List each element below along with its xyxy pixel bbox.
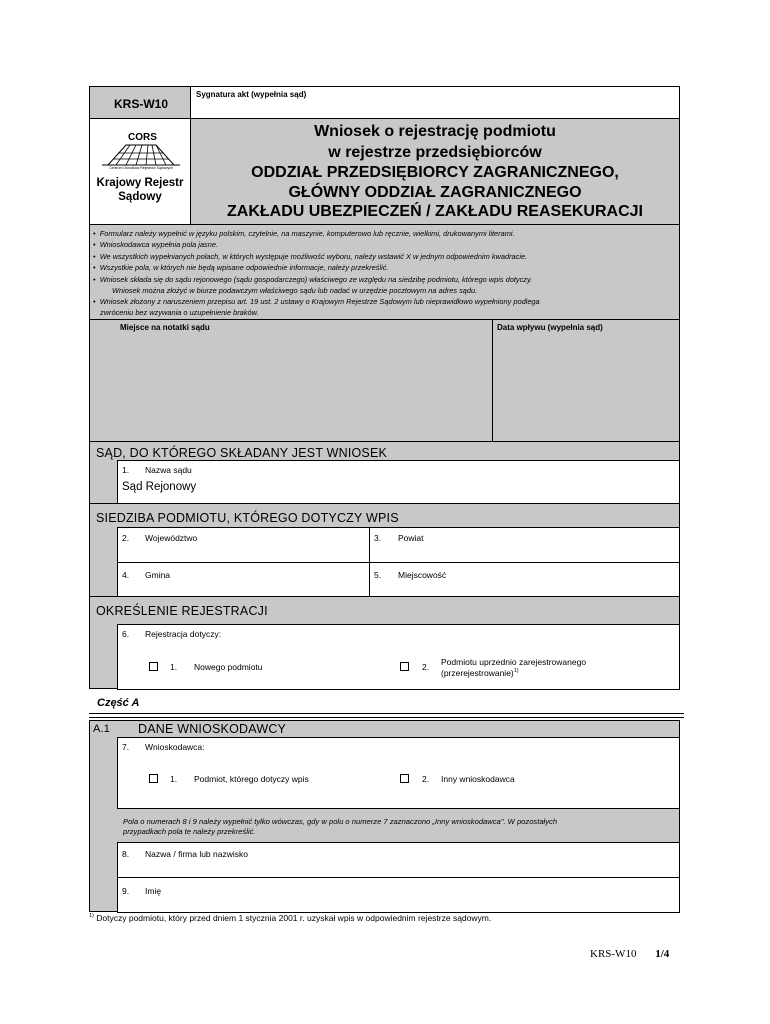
instruction-2: • Wnioskodawca wypełnia pola jasne. <box>93 240 219 249</box>
entity-applicant-label: Podmiot, którego dotyczy wpis <box>194 774 309 784</box>
receipt-date-label: Data wpływu (wypełnia sąd) <box>497 323 603 332</box>
footer-form-code: KRS-W10 <box>590 948 637 960</box>
new-entity-label: Nowego podmiotu <box>194 662 263 672</box>
field-5-label: Miejscowość <box>398 570 447 580</box>
title-line-4: GŁÓWNY ODDZIAŁ ZAGRANICZNEGO <box>288 184 582 201</box>
reregistration-label-1: Podmiotu uprzednio zarejestrowanego <box>441 657 587 667</box>
registration-field <box>117 624 680 690</box>
signature-label: Sygnatura akt (wypełnia sąd) <box>196 90 307 99</box>
field-4-number: 4. <box>122 570 130 580</box>
footer <box>590 948 669 960</box>
field-1-label: Nazwa sądu <box>145 465 192 475</box>
field-6-label: Rejestracja dotyczy: <box>145 629 222 639</box>
field-1-number: 1. <box>122 465 130 475</box>
form-code: KRS-W10 <box>114 97 169 111</box>
new-entity-checkbox[interactable] <box>149 662 158 671</box>
part-a-label: Część A <box>97 697 140 709</box>
field-3-number: 3. <box>374 533 382 543</box>
locality-field[interactable] <box>369 562 680 598</box>
option-2-number: 2. <box>422 662 430 672</box>
applicant-type-field <box>117 737 680 809</box>
applicant-option-1-number: 1. <box>170 774 178 784</box>
fields-8-9-note-1: Pola o numerach 8 i 9 należy wypełnić tylko wówczas, gdy w polu o numerze 7 zaznaczono „Inny wnioskodawca". W pozostałych <box>123 817 558 826</box>
voivodeship-field[interactable] <box>117 527 370 563</box>
signature-field[interactable] <box>190 86 680 119</box>
registration-section <box>89 596 680 689</box>
fields-8-9-note-2: przypadkach pola te należy przekreślić. <box>123 827 256 836</box>
logo-cell <box>89 118 191 225</box>
reregistration-label-2: (przerejestrowanie)$^{1)}$ <box>441 668 519 678</box>
footnote-mark: 1) <box>89 913 94 920</box>
seat-section-heading: SIEDZIBA PODMIOTU, KTÓREGO DOTYCZY WPIS <box>96 511 399 525</box>
logo-small-text: Centrum Ośrodków Rejestrów Sądowych <box>109 166 173 170</box>
instruction-4: • Wszystkie pola, w których nie będą wpisane odpowiednie informacje, należy przekreślić. <box>93 263 389 272</box>
other-applicant-checkbox[interactable] <box>400 774 409 783</box>
title-line-2: w rejestrze przedsiębiorców <box>328 144 542 161</box>
field-6-number: 6. <box>122 629 130 639</box>
instruction-6: Wniosek można złożyć w biurze podawczym właściwego sądu lub nadać w urzędzie pocztowym na adres sądu. <box>112 286 478 295</box>
county-field[interactable] <box>369 527 680 563</box>
field-2-label: Województwo <box>145 533 198 543</box>
field-9-number: 9. <box>122 886 130 896</box>
instruction-8: zwróceniu bez wzywania o uzupełnienie braków. <box>100 308 259 317</box>
instructions-block <box>89 224 680 320</box>
instruction-3: • We wszystkich wypełnianych polach, w których występuje możliwość wyboru, należy wstawić X w jednym odpowiednim kwadracie. <box>93 252 528 261</box>
registry-name-2: Sądowy <box>118 191 162 203</box>
seat-section <box>89 503 680 597</box>
title-line-5: ZAKŁADU UBEZPIECZEŃ / ZAKŁADU REASEKURACJI <box>226 203 643 220</box>
court-notes-area <box>89 319 493 442</box>
field-7-label: Wnioskodawca: <box>145 742 205 752</box>
field-9-label: Imię <box>145 886 162 896</box>
field-2-number: 2. <box>122 533 130 543</box>
court-name-field[interactable] <box>117 460 680 504</box>
court-section-heading: SĄD, DO KTÓREGO SKŁADANY JEST WNIOSEK <box>96 446 388 460</box>
applicant-name-field[interactable] <box>117 842 680 878</box>
form-code-cell <box>89 86 191 119</box>
a1-number: A.1 <box>93 723 111 735</box>
registry-name-1: Krajowy Rejestr <box>96 177 184 189</box>
logo-text: CORS <box>128 132 157 143</box>
court-section <box>89 441 680 504</box>
field-5-number: 5. <box>374 570 382 580</box>
field-8-number: 8. <box>122 849 130 859</box>
part-a-divider <box>89 713 684 714</box>
field-4-label: Gmina <box>145 570 171 580</box>
court-notes-label: Miejsce na notatki sądu <box>120 323 210 332</box>
option-1-number: 1. <box>170 662 178 672</box>
court-name-value: Sąd Rejonowy <box>122 481 197 493</box>
other-applicant-label: Inny wnioskodawca <box>441 774 515 784</box>
applicant-section-heading: DANE WNIOSKODAWCY <box>138 722 287 736</box>
field-8-label: Nazwa / firma lub nazwisko <box>145 849 248 859</box>
receipt-date-area <box>492 319 680 442</box>
municipality-field[interactable] <box>117 562 370 598</box>
title-cell <box>190 118 680 225</box>
entity-applicant-checkbox[interactable] <box>149 774 158 783</box>
footnote-text: Dotyczy podmiotu, który przed dniem 1 stycznia 2001 r. uzyskał wpis w odpowiednim rejestrze sądowym. <box>96 913 492 923</box>
page-number: 1/4 <box>655 948 670 960</box>
applicant-option-2-number: 2. <box>422 774 430 784</box>
field-3-label: Powiat <box>398 533 424 543</box>
applicant-section <box>89 720 680 912</box>
footnote <box>89 913 491 923</box>
title-line-3: ODDZIAŁ PRZEDSIĘBIORCY ZAGRANICZNEGO, <box>251 164 619 181</box>
part-a-divider-2 <box>89 717 684 718</box>
registration-section-heading: OKREŚLENIE REJESTRACJI <box>96 604 268 618</box>
instruction-1: • Formularz należy wypełnić w języku polskim, czytelnie, na maszynie, komputerowo lub ręcznie, wielkimi, drukowanymi literami. <box>93 229 515 238</box>
applicant-first-name-field[interactable] <box>117 877 680 913</box>
instruction-7: • Wniosek złożony z naruszeniem przepisu art. 19 ust. 2 ustawy o Krajowym Rejestrze Sądowym lub nieprawidłowo wypełniony podlega <box>93 297 540 306</box>
instruction-5: • Wniosek składa się do sądu rejonowego (sądu gospodarczego) właściwego ze względu na siedzibę podmiotu, którego wpis dotyczy. <box>93 275 533 284</box>
field-7-number: 7. <box>122 742 130 752</box>
reregistration-checkbox[interactable] <box>400 662 409 671</box>
title-line-1: Wniosek o rejestrację podmiotu <box>314 123 556 140</box>
